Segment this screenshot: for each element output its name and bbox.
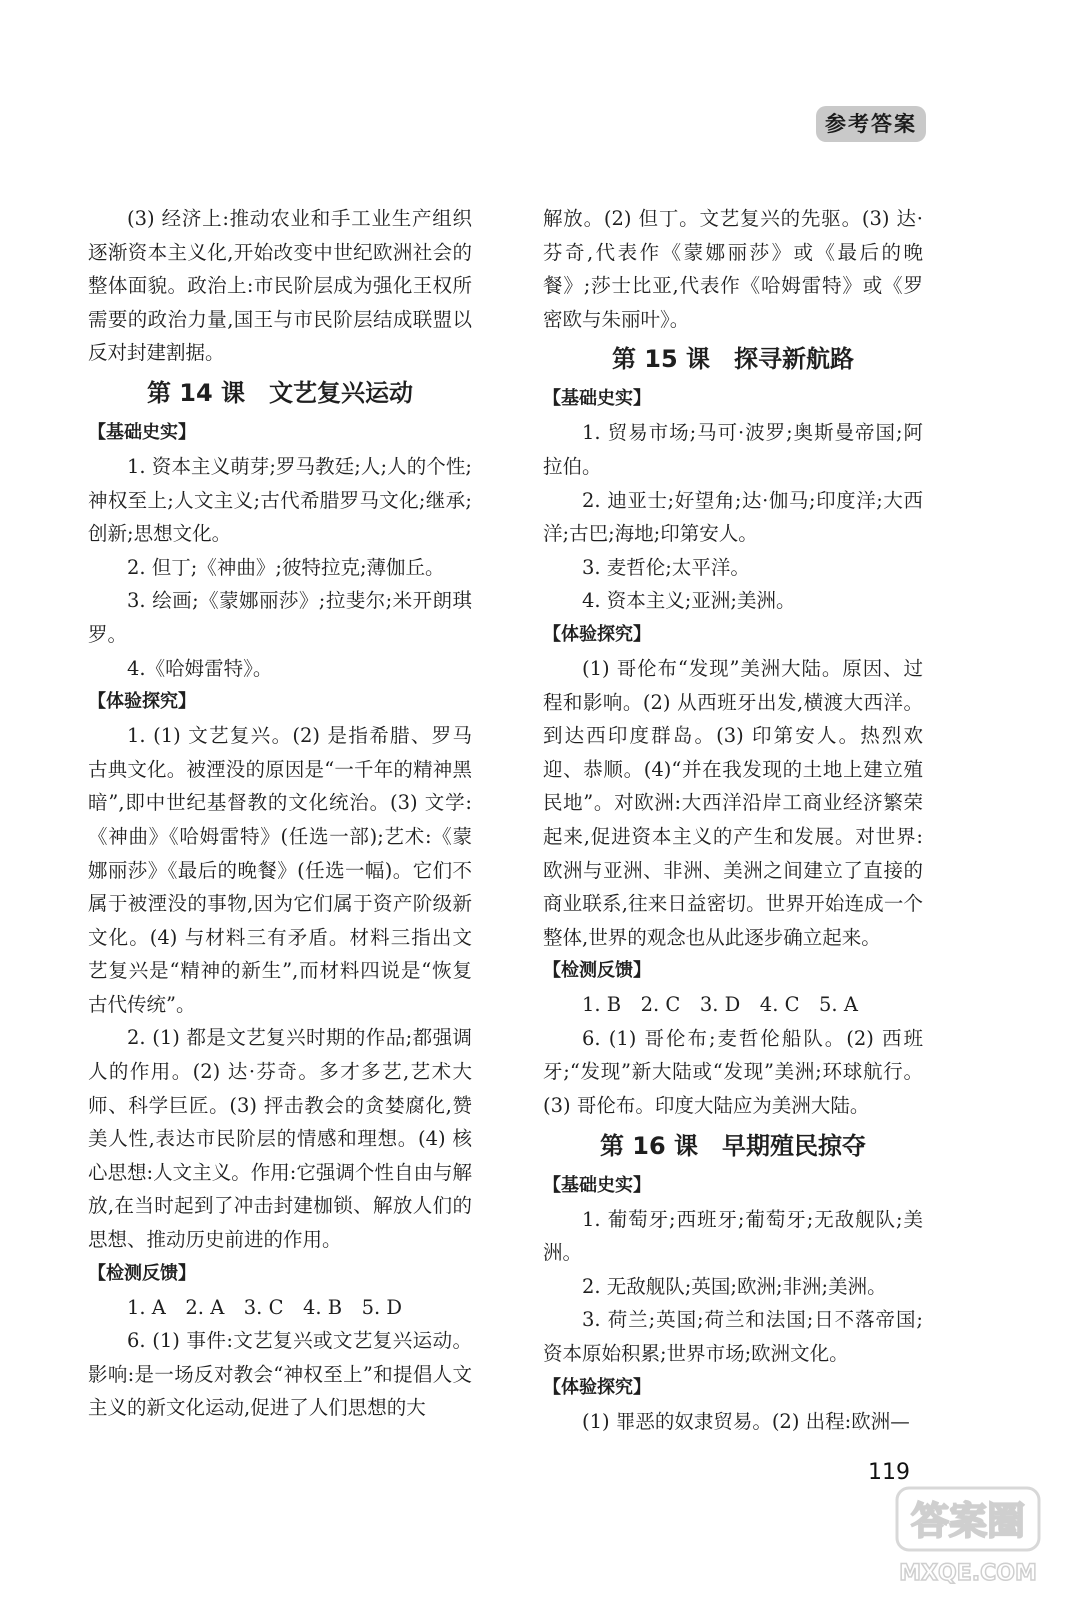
lesson-16-basic-item-3: 3. 荷兰;英国;荷兰和法国;日不落帝国;资本原始积累;世界市场;欧洲文化。	[543, 1308, 923, 1366]
lesson-16-explore-item-1: (1) 罪恶的奴隶贸易。(2) 出程:欧洲—	[582, 1409, 910, 1433]
lesson-15-basic-item-1: 1. 贸易市场;马可·波罗;奥斯曼帝国;阿拉伯。	[543, 421, 923, 478]
lesson-15-feedback-heading: 【检测反馈】	[543, 960, 651, 982]
lesson-16-basic-item-1: 1. 葡萄牙;西班牙;葡萄牙;无敌舰队;美洲。	[543, 1207, 923, 1265]
lesson-16-explore-heading: 【体验探究】	[543, 1376, 651, 1398]
lesson-15-basic-heading: 【基础史实】	[543, 388, 651, 410]
lesson-14-basic-item-2: 2. 但丁;《神曲》;彼特拉克;薄伽丘。	[127, 555, 445, 579]
lesson-14-basic-heading: 【基础史实】	[88, 421, 196, 443]
watermark-line-1: 答案圈	[910, 1499, 1026, 1543]
lesson-15-basic-item-3: 3. 麦哲伦;太平洋。	[582, 555, 750, 579]
lesson-14-basic-item-4: 4.《哈姆雷特》。	[127, 656, 273, 680]
lesson-14-explore-heading: 【体验探究】	[88, 691, 196, 713]
lesson-14-feedback-heading: 【检测反馈】	[88, 1262, 196, 1284]
lesson-14-feedback-answers: 1. A 2. A 3. C 4. B 5. D	[127, 1295, 403, 1319]
site-watermark-logo	[893, 1484, 1043, 1589]
intro-paragraph: (3) 经济上:推动农业和手工业生产组织逐渐资本主义化,开始改变中世纪欧洲社会的整体面貌。政治上:市民阶层成为强化王权所需要的政治力量,国王与市民阶层结成联盟以反对封建割据。	[88, 207, 472, 365]
continuation-paragraph: 解放。(2) 但丁。文艺复兴的先驱。(3) 达·芬奇,代表作《蒙娜丽莎》或《最后的晚餐》;莎士比亚,代表作《哈姆雷特》或《罗密欧与朱丽叶》。	[543, 207, 923, 331]
lesson-14-explore-item-2: 2. (1) 都是文艺复兴时期的作品;都强调人的作用。(2) 达·芬奇。多才多艺,艺术大师、科学巨匠。(3) 抨击教会的贪婪腐化,赞美人性,表达市民阶层的情感和理想。(4) 核心思想:人文主义。作用:它强调个性自由与解放,在当时起到了冲击封建枷锁、解放人们的思想、推动历史前进的作用。	[88, 1026, 472, 1252]
watermark-line-2: MXQE.COM	[899, 1561, 1037, 1586]
lesson-15-explore-item-1: (1) 哥伦布“发现”美洲大陆。原因、过程和影响。(2) 从西班牙出发,横渡大西洋。到达西印度群岛。(3) 印第安人。热烈欢迎、恭顺。(4)“并在我发现的土地上建立殖民地”。对欧洲:大西洋沿岸工商业经济繁荣起来,促进资本主义的产生和发展。对世界:欧洲与亚洲、非洲、美洲之间建立了直接的商业联系,往来日益密切。世界开始连成一个整体,世界的观念也从此逐步确立起来。	[543, 656, 923, 949]
lesson-15-feedback-answers: 1. B 2. C 3. D 4. C 5. A	[582, 993, 858, 1017]
lesson-15-feedback-item-6: 6. (1) 哥伦布;麦哲伦船队。(2) 西班牙;“发现”新大陆或“发现”美洲;环球航行。(3) 哥伦布。印度大陆应为美洲大陆。	[543, 1026, 923, 1118]
lesson-16-basic-item-2: 2. 无敌舰队;英国;欧洲;非洲;美洲。	[582, 1274, 887, 1298]
lesson-15-title: 第 15 课 探寻新航路	[611, 345, 855, 374]
lesson-16-title: 第 16 课 早期殖民掠夺	[599, 1131, 867, 1160]
lesson-15-explore-heading: 【体验探究】	[543, 623, 651, 645]
lesson-14-explore-item-1: 1. (1) 文艺复兴。(2) 是指希腊、罗马古典文化。被湮没的原因是“一千年的精神黑暗”,即中世纪基督教的文化统治。(3) 文学:《神曲》《哈姆雷特》(任选一部);艺术:《蒙娜丽莎》《最后的晚餐》(任选一幅)。它们不属于被湮没的事物,因为它们属于资产阶级新文化。(4) 与材料三有矛盾。材料三指出文艺复兴是“精神的新生”,而材料四说是“恢复古代传统”。	[88, 724, 472, 1016]
lesson-15-basic-item-4: 4. 资本主义;亚洲;美洲。	[582, 589, 796, 613]
lesson-14-basic-item-3: 3. 绘画;《蒙娜丽莎》;拉斐尔;米开朗琪罗。	[88, 589, 472, 646]
answer-key-tab: 参考答案	[816, 106, 926, 142]
lesson-14-feedback-item-6: 6. (1) 事件:文艺复兴或文艺复兴运动。影响:是一场反对教会“神权至上”和提倡人文主义的新文化运动,促进了人们思想的大	[88, 1329, 472, 1420]
page-number: 119	[868, 1460, 910, 1485]
right-column	[543, 202, 923, 1438]
lesson-15-basic-item-2: 2. 迪亚士;好望角;达·伽马;印度洋;大西洋;古巴;海地;印第安人。	[543, 488, 923, 546]
lesson-14-title: 第 14 课 文艺复兴运动	[146, 378, 414, 407]
lesson-16-basic-heading: 【基础史实】	[543, 1174, 651, 1196]
left-column	[88, 202, 472, 1425]
lesson-14-basic-item-1: 1. 资本主义萌芽;罗马教廷;人;人的个性;神权至上;人文主义;古代希腊罗马文化;继承;创新;思想文化。	[88, 454, 472, 546]
